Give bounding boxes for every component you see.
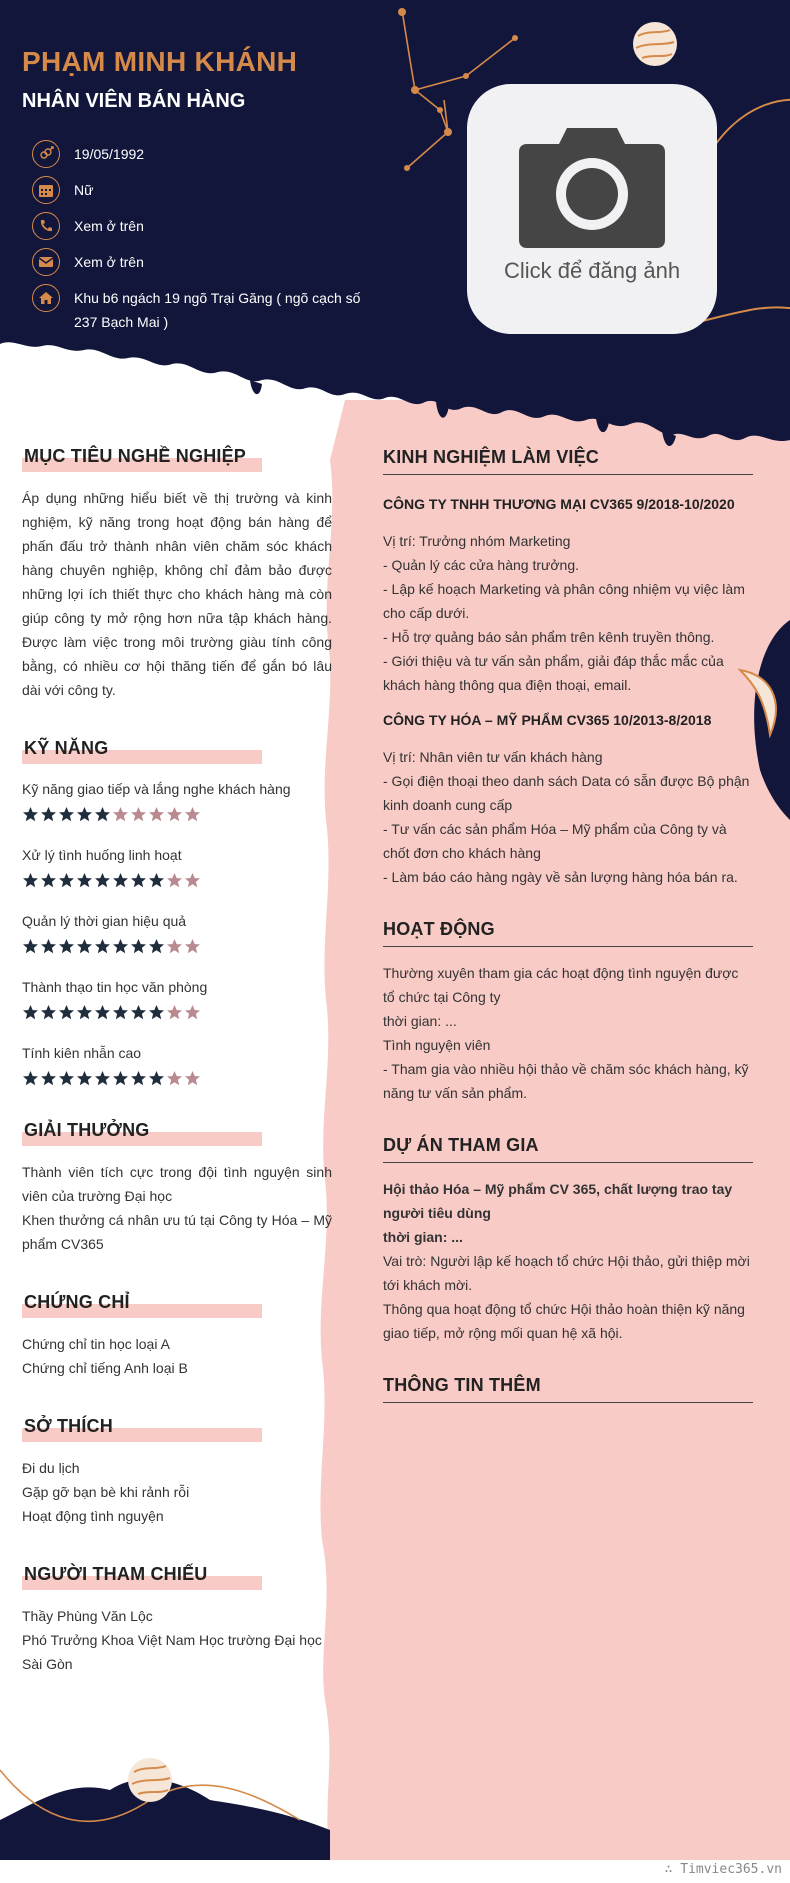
company-name: CÔNG TY HÓA – MỸ PHẨM CV365 10/2013-8/2018 [383,712,712,728]
star-empty-icon [184,872,201,889]
job-details [383,529,753,697]
star-filled-icon [94,872,111,889]
activity-line: Thường xuyên tham gia các hoạt động tình nguyện được tổ chức tại Công ty [383,965,739,1005]
star-filled-icon [148,872,165,889]
star-empty-icon [184,1070,201,1087]
section-career [22,446,332,476]
skill-item [22,910,332,958]
star-filled-icon [112,1070,129,1087]
star-empty-icon [184,938,201,955]
star-filled-icon [112,1004,129,1021]
job-detail-line: Vị trí: Trưởng nhóm Marketing [383,533,571,549]
skill-item [22,844,332,892]
star-filled-icon [58,806,75,823]
section-title-awards: GIẢI THƯỞNG [24,1120,150,1140]
star-filled-icon [76,872,93,889]
section-certificates [22,1292,332,1322]
section-title-experience: KINH NGHIỆM LÀM VIỆC [383,447,753,475]
star-empty-icon [166,806,183,823]
skill-rating [22,872,332,892]
star-empty-icon [148,806,165,823]
phone-value: Xem ở trên [74,218,144,234]
gender-value: Nữ [74,182,94,198]
star-filled-icon [40,806,57,823]
job-title: NHÂN VIÊN BÁN HÀNG [22,90,246,112]
job-detail-line: - Quản lý các cửa hàng trưởng. [383,557,580,573]
right-column [383,447,753,1403]
section-title-activities: HOẠT ĐỘNG [383,919,753,947]
project-line: Vai trò: Người lập kế hoạch tổ chức Hội thảo, gửi thiệp mời tới khách mời. [383,1253,750,1293]
star-filled-icon [40,938,57,955]
home-icon [32,284,60,312]
reference-list [22,1604,332,1676]
certificate-item: Chứng chỉ tin học loại A [22,1336,170,1352]
star-filled-icon [40,1070,57,1087]
project-details [383,1177,753,1345]
skill-item [22,1042,332,1090]
star-filled-icon [148,1070,165,1087]
job-detail-line: - Giới thiệu và tư vấn sản phẩm, giải đáp thắc mắc của khách hàng thông qua điện thoại, email. [383,653,724,693]
section-skills [22,738,332,768]
section-title-career: MỤC TIÊU NGHỀ NGHIỆP [24,446,247,466]
star-empty-icon [184,806,201,823]
camera-icon [517,120,667,250]
star-filled-icon [76,938,93,955]
section-title-certificates: CHỨNG CHỈ [24,1292,130,1312]
star-filled-icon [94,1070,111,1087]
job-detail-line: - Gọi điện thoại theo danh sách Data có sẵn được Bộ phận kinh doanh cung cấp [383,773,750,813]
skill-item [22,976,332,1024]
footer-watermark: ∴ Timviec365.vn [664,1862,782,1877]
company-name: CÔNG TY TNHH THƯƠNG MẠI CV365 9/2018-10/2020 [383,496,735,512]
star-filled-icon [22,938,39,955]
star-empty-icon [166,1004,183,1021]
reference-item: Phó Trưởng Khoa Việt Nam Học trường Đại học Sài Gòn [22,1632,322,1672]
star-filled-icon [94,938,111,955]
award-item: Khen thưởng cá nhân ưu tú tại Công ty Hóa – Mỹ phẩm CV365 [22,1212,332,1252]
section-title-more-info: THÔNG TIN THÊM [383,1375,753,1403]
job-detail-line: - Tư vấn các sản phẩm Hóa – Mỹ phẩm của Công ty và chốt đơn cho khách hàng [383,821,727,861]
contact-list [32,140,372,342]
star-empty-icon [166,1070,183,1087]
skill-label: Xử lý tình huống linh hoạt [22,847,182,863]
skill-label: Kỹ năng giao tiếp và lắng nghe khách hàng [22,781,291,797]
star-filled-icon [22,1070,39,1087]
calendar-icon [32,176,60,204]
gender-icon [32,140,60,168]
star-empty-icon [184,1004,201,1021]
candidate-name: PHẠM MINH KHÁNH [22,46,298,77]
star-filled-icon [76,1004,93,1021]
star-empty-icon [112,806,129,823]
mail-icon [32,248,60,276]
hobby-item: Hoạt động tình nguyện [22,1508,164,1524]
section-title-skills: KỸ NĂNG [24,738,109,758]
skill-label: Thành thạo tin học văn phòng [22,979,208,995]
contact-birthday [32,140,372,168]
activity-line: Tình nguyện viên [383,1037,491,1053]
star-empty-icon [166,872,183,889]
job-detail-line: - Lập kế hoạch Marketing và phân công nhiệm vụ việc làm cho cấp dưới. [383,581,745,621]
skill-list [22,778,332,1090]
star-filled-icon [148,1004,165,1021]
star-filled-icon [94,806,111,823]
certificate-item: Chứng chỉ tiếng Anh loại B [22,1360,188,1376]
star-filled-icon [76,806,93,823]
section-title-hobbies: SỞ THÍCH [24,1416,113,1436]
contact-phone [32,212,372,240]
job-details [383,745,753,889]
section-awards [22,1120,332,1150]
star-filled-icon [130,1070,147,1087]
award-item: Thành viên tích cực trong đội tình nguyện sinh viên của trường Đại học [22,1164,332,1204]
star-filled-icon [22,1004,39,1021]
star-filled-icon [22,806,39,823]
email-value: Xem ở trên [74,254,144,270]
contact-address [32,284,372,334]
skill-label: Tính kiên nhẫn cao [22,1045,142,1061]
star-filled-icon [76,1070,93,1087]
star-filled-icon [130,1004,147,1021]
section-references [22,1564,332,1594]
project-time: thời gian: ... [383,1229,463,1245]
skill-rating [22,1004,332,1024]
project-line: Thông qua hoạt động tổ chức Hội thảo hoàn thiện kỹ năng giao tiếp, mở rộng mối quan hệ xã hội. [383,1301,745,1341]
address-value: Khu b6 ngách 19 ngõ Trại Găng ( ngõ cạch số 237 Bạch Mai ) [74,290,361,330]
job-detail-line: Vị trí: Nhân viên tư vấn khách hàng [383,749,603,765]
contact-email [32,248,372,276]
left-column [22,446,332,1676]
star-empty-icon [166,938,183,955]
birthday-value: 19/05/1992 [74,146,145,162]
section-hobbies [22,1416,332,1446]
awards-list [22,1160,332,1256]
hobby-item: Gặp gỡ bạn bè khi rảnh rỗi [22,1484,190,1500]
section-title-projects: DỰ ÁN THAM GIA [383,1135,753,1163]
skill-rating [22,806,332,826]
skill-rating [22,1070,332,1090]
career-text: Áp dụng những hiểu biết về thị trường và kinh nghiệm, kỹ năng trong hoạt động bán hàng để phấn đấu trở thành nhân viên chăm sóc khách hàng chuyên nghiệp, không chỉ đảm bảo được những lợi ích thiết thực cho khách hàng mà còn giúp công ty mở rộng hơn nữa tập khách hàng. Được làm việc trong môi trường giàu tính công bằng, có nhiều cơ hội thăng tiến để gắn bó lâu dài với công ty. [22,490,332,698]
contact-gender [32,176,372,204]
job-detail-line: - Làm báo cáo hàng ngày về sản lượng hàng hóa bán ra. [383,869,738,885]
star-empty-icon [130,806,147,823]
hobby-item: Đi du lịch [22,1460,80,1476]
skill-item [22,778,332,826]
phone-icon [32,212,60,240]
photo-upload-button[interactable] [467,84,717,334]
star-filled-icon [40,872,57,889]
star-filled-icon [22,872,39,889]
photo-caption: Click để đăng ảnh [503,258,681,283]
certificate-list [22,1332,332,1380]
star-filled-icon [40,1004,57,1021]
job-detail-line: - Hỗ trợ quảng báo sản phẩm trên kênh truyền thông. [383,629,715,645]
star-filled-icon [58,1070,75,1087]
star-filled-icon [94,1004,111,1021]
star-filled-icon [58,872,75,889]
star-filled-icon [58,1004,75,1021]
activity-line: - Tham gia vào nhiều hội thảo về chăm sóc khách hàng, kỹ năng tư vấn sản phẩm. [383,1061,749,1101]
star-filled-icon [130,938,147,955]
star-filled-icon [130,872,147,889]
project-name: Hội thảo Hóa – Mỹ phẩm CV 365, chất lượng trao tay người tiêu dùng [383,1181,733,1221]
activity-details [383,961,753,1105]
skill-label: Quản lý thời gian hiệu quả [22,913,187,929]
hobby-list [22,1456,332,1528]
activity-line: thời gian: ... [383,1013,457,1029]
star-filled-icon [58,938,75,955]
star-filled-icon [112,938,129,955]
skill-rating [22,938,332,958]
star-filled-icon [112,872,129,889]
star-filled-icon [148,938,165,955]
section-title-references: NGƯỜI THAM CHIẾU [24,1564,208,1584]
reference-item: Thầy Phùng Văn Lộc [22,1608,153,1624]
